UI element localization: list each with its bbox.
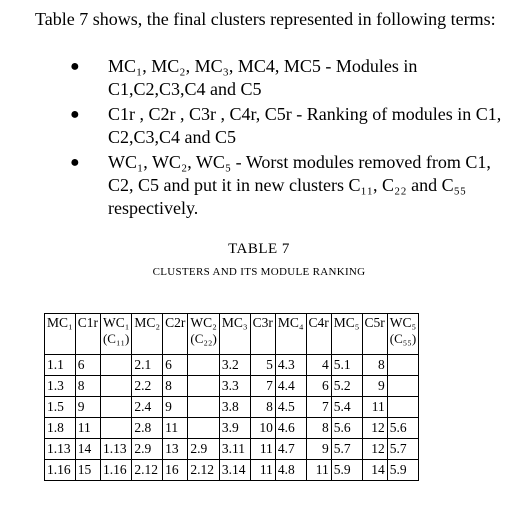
table-cell: 5.7: [387, 439, 418, 460]
column-header-label: MC₁: [47, 315, 73, 330]
bullet-text: C1r , C2r , C3r , C4r, C5r - Ranking of modules in C1, C2,C3,C4 and C5: [108, 104, 502, 147]
table-cell: 2.9: [188, 439, 219, 460]
table-row: [45, 376, 419, 397]
table-row: [45, 439, 419, 460]
table-cell: 8: [362, 355, 387, 376]
list-item: [68, 151, 508, 220]
column-header: [100, 314, 131, 355]
table-cell: 5.9: [331, 460, 362, 481]
table-cell: 14: [75, 439, 100, 460]
column-header: [250, 314, 275, 355]
table-cell: 3.2: [219, 355, 250, 376]
table-cell: 5.2: [331, 376, 362, 397]
table-cell: [188, 397, 219, 418]
column-header-cluster: (C₅₅): [389, 331, 417, 346]
table-cell: 3.8: [219, 397, 250, 418]
table-cell: 1.13: [45, 439, 76, 460]
table-cell: 2.8: [132, 418, 163, 439]
table-cell: 5.6: [331, 418, 362, 439]
bullet-icon: ●: [70, 154, 80, 171]
table-cell: 11: [250, 439, 275, 460]
table-header-row: [45, 314, 419, 355]
column-header: [132, 314, 163, 355]
column-header: [188, 314, 219, 355]
list-item: [68, 55, 508, 101]
table-cell: 4.4: [275, 376, 306, 397]
table-cell: 5.7: [331, 439, 362, 460]
table-cell: 15: [75, 460, 100, 481]
table-cell: 5.9: [387, 460, 418, 481]
list-item: [68, 103, 508, 149]
table-cell: 1.13: [100, 439, 131, 460]
bullet-text: WC₁, WC₂, WC₅ - Worst modules removed from C1, C2, C5 and put it in new clusters C₁₁, C₂₂ and C₅₅ respectively.: [108, 152, 491, 218]
table-cell: 8: [306, 418, 331, 439]
column-header-label: MC₃: [221, 315, 248, 330]
bullet-icon: ●: [70, 106, 80, 123]
column-header: [331, 314, 362, 355]
column-header-label: MC₅: [333, 315, 360, 330]
column-header: [275, 314, 306, 355]
table-cell: 3.11: [219, 439, 250, 460]
column-header-label: C4r: [308, 315, 329, 330]
column-header-label: MC₂: [134, 315, 161, 330]
table-cell: [100, 397, 131, 418]
table-cell: 14: [362, 460, 387, 481]
intro-paragraph: Table 7 shows, the final clusters represented in following terms:: [35, 9, 496, 29]
table-cell: 6: [306, 376, 331, 397]
table-subtitle: CLUSTERS AND ITS MODULE RANKING: [152, 266, 366, 278]
definition-list: [68, 55, 508, 222]
table-row: [45, 418, 419, 439]
table-cell: 4: [306, 355, 331, 376]
table-cell: 8: [163, 376, 188, 397]
table-cell: 2.4: [132, 397, 163, 418]
table-cell: 12: [362, 439, 387, 460]
column-header: [219, 314, 250, 355]
column-header-cluster: (C₂₂): [190, 331, 217, 346]
column-header-cluster: (C₁₁): [102, 331, 130, 346]
table-cell: 4.7: [275, 439, 306, 460]
column-header-label: C1r: [77, 315, 98, 330]
table-cell: 4.6: [275, 418, 306, 439]
column-header: [362, 314, 387, 355]
table-cell: 4.8: [275, 460, 306, 481]
column-header-label: C5r: [364, 315, 385, 330]
table-cell: 9: [306, 439, 331, 460]
clusters-table: [44, 313, 419, 481]
table-cell: 5.1: [331, 355, 362, 376]
table-cell: 7: [306, 397, 331, 418]
table-cell: 6: [75, 355, 100, 376]
table-cell: 7: [250, 376, 275, 397]
table-cell: 1.16: [100, 460, 131, 481]
table-cell: 8: [250, 397, 275, 418]
table-cell: 2.2: [132, 376, 163, 397]
table-cell: 11: [250, 460, 275, 481]
table-cell: [387, 397, 418, 418]
table-cell: 4.5: [275, 397, 306, 418]
table-title: TABLE 7: [228, 241, 290, 257]
table-cell: 1.1: [45, 355, 76, 376]
table-cell: 8: [75, 376, 100, 397]
table-cell: 11: [163, 418, 188, 439]
table-cell: 13: [163, 439, 188, 460]
table-cell: 9: [75, 397, 100, 418]
bullet-text: MC₁, MC₂, MC₃, MC4, MC5 - Modules in C1,C2,C3,C4 and C5: [108, 56, 418, 99]
table-cell: 2.9: [132, 439, 163, 460]
column-header: [163, 314, 188, 355]
table-cell: [100, 355, 131, 376]
column-header-label: MC₄: [277, 315, 304, 330]
table-cell: 11: [75, 418, 100, 439]
table-cell: 1.3: [45, 376, 76, 397]
column-header: [306, 314, 331, 355]
table-cell: 2.1: [132, 355, 163, 376]
table-cell: 2.12: [188, 460, 219, 481]
table-cell: 11: [306, 460, 331, 481]
table-body: [45, 355, 419, 481]
table-cell: 11: [362, 397, 387, 418]
table-cell: 5.6: [387, 418, 418, 439]
column-header: [387, 314, 418, 355]
table-cell: 3.14: [219, 460, 250, 481]
table-cell: 1.8: [45, 418, 76, 439]
table-cell: 4.3: [275, 355, 306, 376]
table-cell: 5: [250, 355, 275, 376]
table-cell: [188, 355, 219, 376]
bullet-icon: ●: [70, 58, 80, 75]
table-cell: 1.5: [45, 397, 76, 418]
column-header-label: WC₅: [389, 315, 417, 330]
table-row: [45, 460, 419, 481]
table-cell: [188, 376, 219, 397]
column-header-label: WC₂: [190, 315, 217, 330]
table-cell: [387, 355, 418, 376]
table-cell: 9: [362, 376, 387, 397]
table-cell: [387, 376, 418, 397]
table-cell: [100, 376, 131, 397]
column-header: [45, 314, 76, 355]
table-cell: 1.16: [45, 460, 76, 481]
table-cell: 9: [163, 397, 188, 418]
column-header-label: C3r: [252, 315, 273, 330]
table-cell: 3.9: [219, 418, 250, 439]
column-header-label: C2r: [165, 315, 186, 330]
table-row: [45, 355, 419, 376]
table-cell: 2.12: [132, 460, 163, 481]
table-cell: 5.4: [331, 397, 362, 418]
table-cell: 10: [250, 418, 275, 439]
table-row: [45, 397, 419, 418]
table-cell: 3.3: [219, 376, 250, 397]
column-header: [75, 314, 100, 355]
table-cell: [100, 418, 131, 439]
table-cell: 6: [163, 355, 188, 376]
column-header-label: WC₁: [102, 315, 130, 330]
table-cell: 12: [362, 418, 387, 439]
table-cell: 16: [163, 460, 188, 481]
table-cell: [188, 418, 219, 439]
